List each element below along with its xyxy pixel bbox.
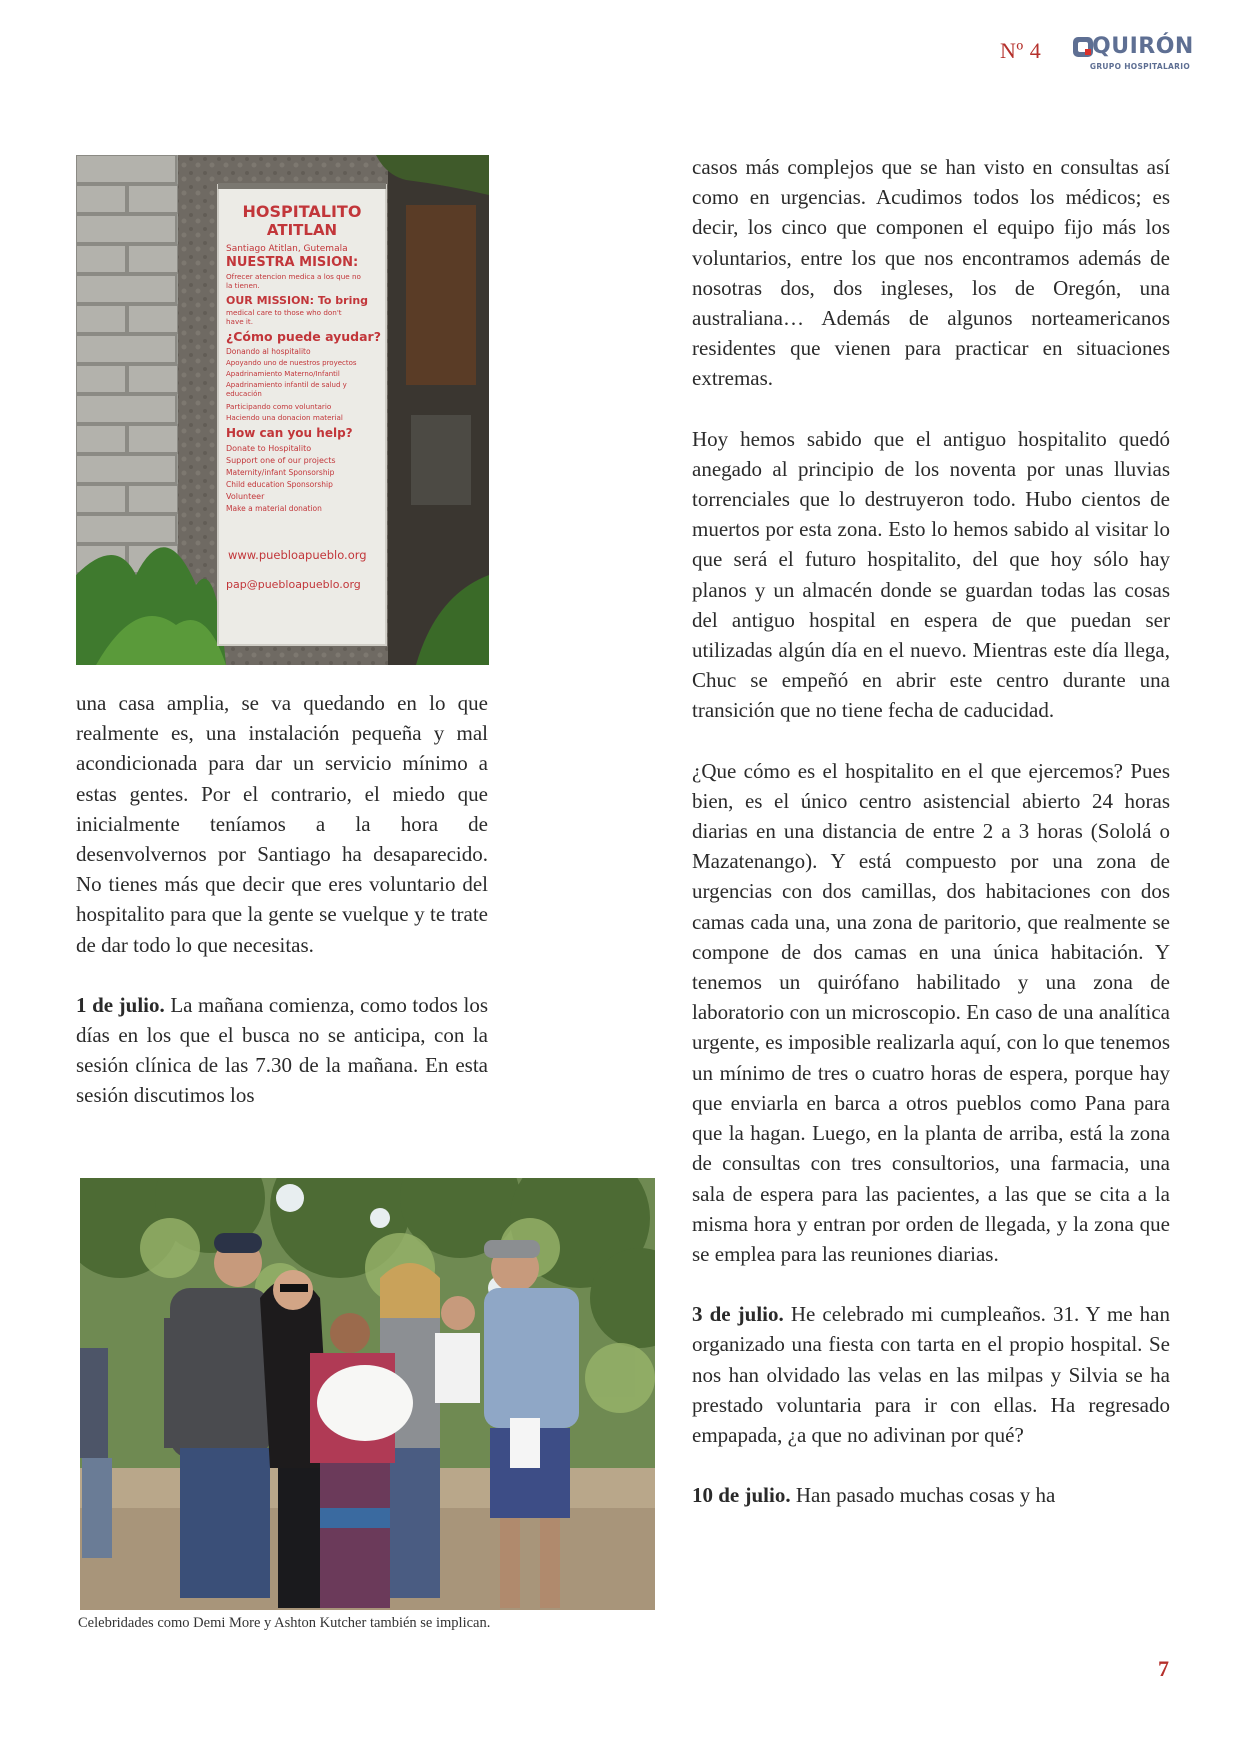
banner-line: HOSPITALITO (242, 202, 362, 221)
banner-line: Donate to Hospitalito (226, 444, 312, 453)
page-number: 7 (1158, 1656, 1169, 1681)
banner-line: ATITLAN (266, 221, 338, 239)
logo-wordmark: QUIRÓN (1092, 34, 1194, 59)
celebrities-group-photo (80, 1178, 655, 1610)
diary-date: 3 de julio. (692, 1302, 784, 1327)
logo-subtitle: GRUPO HOSPITALARIO (1089, 62, 1190, 71)
banner-line: Participando como voluntario (226, 402, 332, 411)
paragraph (692, 1480, 1170, 1510)
banner-line: Donando al hospitalito (226, 347, 311, 356)
banner-line: Ofrecer atencion medica a los que no (226, 272, 361, 281)
banner-line: educación (226, 390, 262, 398)
hospitalito-banner-photo (76, 155, 489, 665)
quiron-logo-icon (1072, 36, 1094, 58)
paragraph (692, 1299, 1170, 1450)
banner-line: Santiago Atitlan, Gutemala (226, 244, 348, 254)
photo-caption: Celebridades como Demi More y Ashton Kutcher también se implican. (78, 1615, 491, 1631)
banner-line: www.puebloapueblo.org (228, 548, 367, 562)
paragraph-text: He celebrado mi cumpleaños. 31. Y me han organizado una fiesta con tarta en el propio hospital. Se nos han olvidado las velas en las milpas y Silvia se ha prestado voluntaria para ir con ellas. Ha regresado empapada, ¿a que no adivinan por qué? (692, 1302, 1171, 1447)
banner-line: pap@puebloapueblo.org (226, 578, 361, 591)
banner-line: Haciendo una donacion material (226, 413, 343, 422)
diary-date: 10 de julio. (692, 1483, 791, 1508)
banner-line: Make a material donation (226, 504, 322, 513)
banner-line: Apadrinamiento infantil de salud y (226, 381, 347, 389)
banner-line: OUR MISSION: To bring (226, 294, 369, 307)
banner-line: have it. (226, 317, 254, 326)
paragraph: ¿Que cómo es el hospitalito en el que ejercemos? Pues bien, es el único centro asistencial abierto 24 horas diarias en una distancia de entre 2 a 3 horas (Sololá o Mazatenango). Y está compuesto por una zona de urgencias con dos camillas, dos habitaciones con dos camas cada una, una zona de paritorio, que realmente se compone de dos camas en una única habitación. Y tenemos un quirófano habilitado y una zona de laboratorio con un microscopio. En caso de una analítica urgente, es imposible realizarla aquí, con lo que tenemos un mínimo de tres o cuatro horas de espera, porque hay que enviarla en barca a otros pueblos como Pana para que la hagan. Luego, en la planta de arriba, está la zona de consultas con tres consultorios, una farmacia, una sala de espera para las pacientes, a las que se cita a la misma hora y entran por orden de llegada, y la zona que se emplea para las reuniones diarias. (692, 758, 1170, 1266)
paragraph: casos más complejos que se han visto en consultas así como en urgencias. Acudimos todos los médicos; es decir, los cinco que componen el equipo fijo más los voluntarios, entre los que nos encontramos además de nosotras dos, dos ingleses, los de Oregón, una australiana… Además de algunos norteamericanos residentes que vienen para practicar en situaciones extremas. (692, 155, 1170, 391)
banner-line: Child education Sponsorship (226, 480, 333, 489)
paragraph-text: La mañana comienza, como todos los días en los que el busca no se anticipa, con la sesión clínica de las 7.30 de la mañana. En esta sesión discutimos los (76, 992, 488, 1108)
person (80, 1348, 112, 1558)
banner-line: la tienen. (226, 281, 260, 290)
paragraph-text: Han pasado muchas cosas y ha (790, 1483, 1056, 1508)
banner-line: NUESTRA MISION: (226, 255, 359, 270)
diary-date: 1 de julio. (76, 992, 165, 1017)
issue-number: Nº 4 (1000, 38, 1042, 63)
quiron-logo (1072, 32, 1194, 76)
brick-wall (76, 155, 178, 573)
banner-line: Maternity/infant Sponsorship (226, 468, 335, 477)
banner-line: Apadrinamiento Materno/Infantil (226, 370, 340, 378)
paragraph (76, 990, 488, 1111)
banner-line: Volunteer (226, 492, 265, 501)
banner-line: ¿Cómo puede ayudar? (226, 329, 381, 344)
banner-line: medical care to those who don't (226, 308, 342, 317)
paragraph: Hoy hemos sabido que el antiguo hospitalito quedó anegado al principio de los noventa por unas lluvias torrenciales que lo destruyeron todo. Hubo cientos de muertos por esta zona. Esto lo hemos sabido al visitar lo que será el futuro hospitalito, del que hoy sólo hay planos y un almacén donde se guardan todas las cosas del antiguo hospital en espera de que puedan ser utilizadas algún día en el nuevo. Mientras este día llega, Chuc se empeñó en abrir este centro durante una transición que no tiene fecha de caducidad. (692, 426, 1170, 723)
banner-line: Support one of our projects (226, 456, 336, 465)
banner-line: Apoyando uno de nuestros proyectos (226, 359, 357, 367)
right-column (692, 152, 1170, 1510)
banner-line: How can you help? (226, 426, 353, 440)
person (435, 1296, 480, 1403)
paragraph: una casa amplia, se va quedando en lo que realmente es, una instalación pequeña y mal acondicionada para dar un servicio mínimo a estas gentes. Por el contrario, el miedo que inicialmente teníamos a la hora de desenvolvernos por Santiago ha desaparecido. No tienes más que decir que eres voluntario del hospitalito para que la gente se vuelque y te trate de dar todo lo que necesitas. (76, 691, 488, 957)
left-column (76, 688, 488, 1111)
